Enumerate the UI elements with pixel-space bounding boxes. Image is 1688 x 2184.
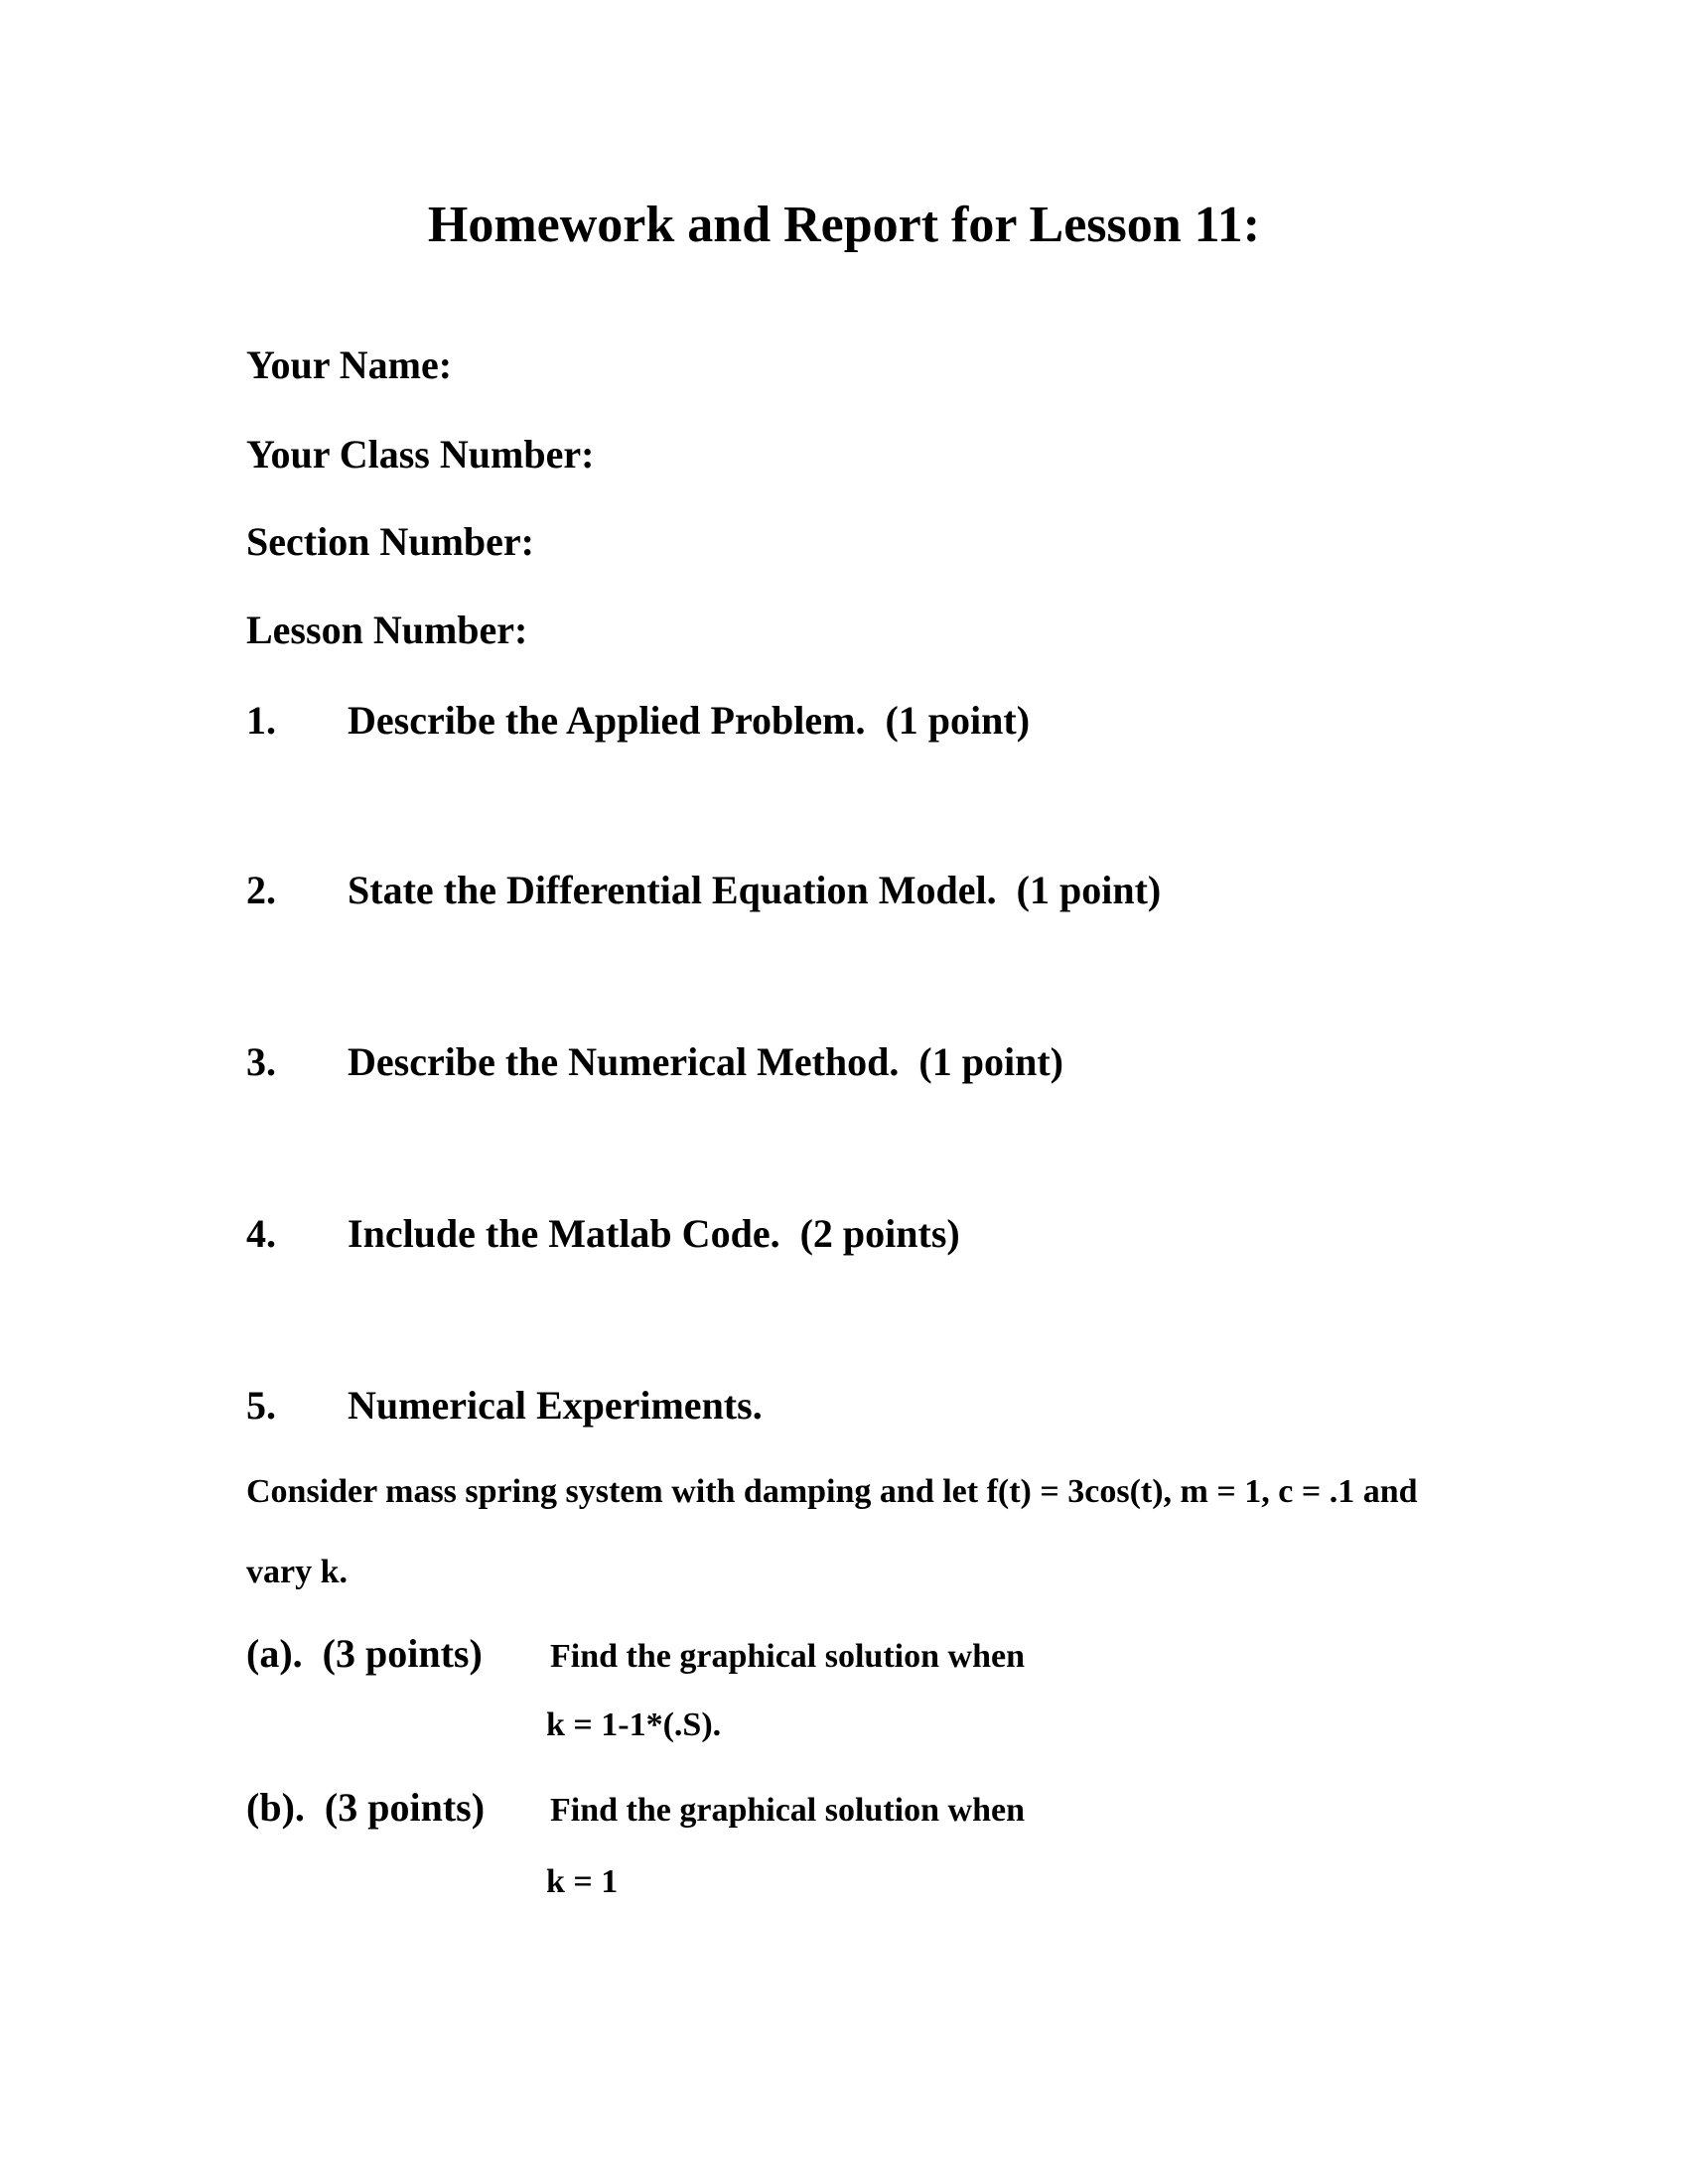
experiment-intro-line-2: vary k. xyxy=(246,1554,348,1590)
part-a-label: (a). (3 points) xyxy=(246,1631,483,1676)
question-text-5: Numerical Experiments. xyxy=(348,1383,763,1428)
field-label-class-number: Your Class Number: xyxy=(246,432,595,477)
field-label-section-number: Section Number: xyxy=(246,519,534,564)
part-b-row xyxy=(246,1784,1025,1832)
question-number-1: 1. xyxy=(246,698,276,743)
question-text-4: Include the Matlab Code. (2 points) xyxy=(348,1211,960,1256)
field-label-your-name: Your Name: xyxy=(246,342,453,387)
part-b-label: (b). (3 points) xyxy=(246,1785,486,1830)
question-text-2: State the Differential Equation Model. (1 point) xyxy=(348,868,1162,912)
question-number-4: 4. xyxy=(246,1211,276,1256)
part-a-row xyxy=(246,1630,1025,1678)
experiment-intro-line-1: Consider mass spring system with damping and let f(t) = 3cos(t), m = 1, c = .1 and xyxy=(246,1473,1418,1510)
part-a-condition: k = 1-1*(.S). xyxy=(546,1706,722,1743)
question-row-4 xyxy=(246,1210,960,1258)
part-b-condition: k = 1 xyxy=(546,1863,619,1900)
question-number-2: 2. xyxy=(246,868,276,912)
question-text-3: Describe the Numerical Method. (1 point) xyxy=(348,1039,1063,1084)
part-a-description: Find the graphical solution when xyxy=(550,1638,1025,1675)
field-label-lesson-number: Lesson Number: xyxy=(246,608,528,652)
question-text-1: Describe the Applied Problem. (1 point) xyxy=(348,698,1031,743)
question-row-2 xyxy=(246,867,1161,914)
question-row-1 xyxy=(246,697,1030,745)
part-b-description: Find the graphical solution when xyxy=(550,1792,1025,1829)
question-number-5: 5. xyxy=(246,1383,276,1428)
question-row-3 xyxy=(246,1038,1063,1086)
page-title: Homework and Report for Lesson 11: xyxy=(427,197,1261,253)
question-number-3: 3. xyxy=(246,1039,276,1084)
question-row-5 xyxy=(246,1382,763,1430)
